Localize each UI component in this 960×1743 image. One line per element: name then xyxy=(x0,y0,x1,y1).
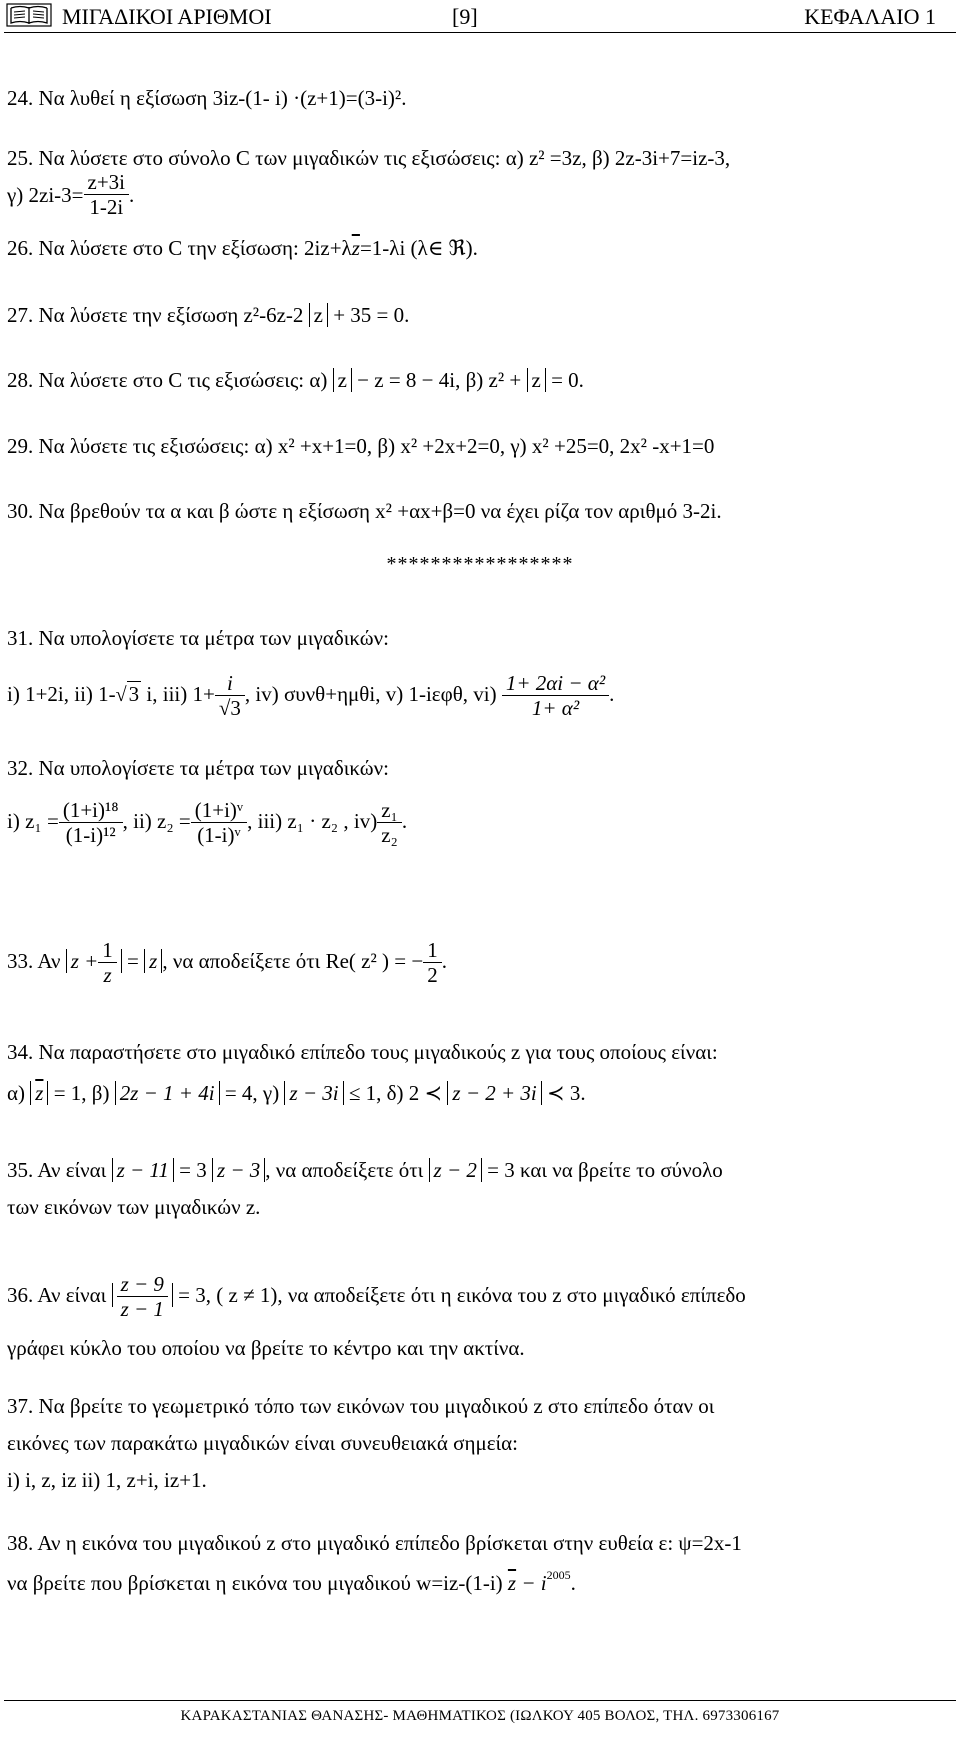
ex38-zbar: $\overline{z}$ xyxy=(507,1571,517,1595)
ex32-iv-den: z₂ xyxy=(381,823,398,847)
ex32-i-num: (1+i)¹⁸ xyxy=(59,800,123,823)
ex26-pre: 26. Να λύσετε στο C την εξίσωση: 2iz+λ xyxy=(7,236,352,260)
exercise-29: 29. Να λύσετε τις εξισώσεις: α) x² +x+1=0, β) x² +2x+2=0, γ) x² +25=0, 2x² -x+1=0 xyxy=(7,434,715,458)
ex28-mid: − z = 8 − 4i, β) z² + xyxy=(357,368,522,392)
ex38-exponent: 2005 xyxy=(546,1568,571,1582)
exercise-37-line1: 37. Να βρείτε το γεωμετρικό τόπο των εικόνων του μιγαδικού z στο επίπεδο όταν οι xyxy=(7,1394,715,1418)
ex36-num: z − 9 xyxy=(117,1274,168,1297)
ex32-ii-label: , ii) z₂ = xyxy=(122,808,191,833)
ex28-abs1: z xyxy=(333,368,352,392)
ex36-post: = 3, ( z ≠ 1), να αποδείξετε ότι η εικόνα του z στο μιγαδικό επίπεδο xyxy=(178,1282,746,1307)
ex27-post: + 35 = 0. xyxy=(333,303,410,327)
exercise-31-items: i) 1+2i, ii) 1-√3 i, iii) 1+ $\frac{i}{√3}$ , iv) συνθ+ημθi, v) 1-iεφθ, vi) $\frac{\text{1+ 2αi − α²}}{\text{1+ α²}}$ . xyxy=(7,671,615,720)
exercise-34-items xyxy=(7,1083,586,1104)
ex32-end: . xyxy=(401,808,408,833)
ex25-g-prefix: γ) 2zi-3= xyxy=(7,182,84,207)
ex25-end: . xyxy=(129,182,135,207)
ex35-abs3: z − 2 xyxy=(429,1158,482,1182)
ex32-frac-ii xyxy=(191,800,247,846)
exercise-35-line1 xyxy=(7,1160,723,1181)
ex27-abs-z: z xyxy=(309,303,328,327)
exercise-35-line2: των εικόνων των μιγαδικών z. xyxy=(7,1195,261,1219)
ex31-vi-den: 1+ α² xyxy=(531,696,580,720)
exercise-25-line2 xyxy=(7,170,135,220)
exercise-36-line2: γράφει κύκλο του οποίου να βρείτε το κέντρο και την ακτίνα. xyxy=(7,1336,525,1360)
exercise-28 xyxy=(7,370,584,391)
ex32-iv-num: z₁ xyxy=(377,800,402,823)
ex32-frac-iv xyxy=(377,800,402,846)
ex35-pre: 35. Αν είναι xyxy=(7,1158,107,1182)
ex38-end: . xyxy=(570,1571,576,1595)
ex31-fraction-iii xyxy=(215,673,245,719)
ex35-mid: = 3 xyxy=(179,1158,207,1182)
ex35-abs1: z − 11 xyxy=(112,1158,174,1182)
ex28-end: = 0. xyxy=(551,368,584,392)
ex26-post: =1-λi (λ∈ ℜ). xyxy=(359,236,478,260)
exercise-32-items xyxy=(7,800,407,846)
ex31-f-num: i xyxy=(215,673,245,696)
ex26-zbar: $\overline{z}$ xyxy=(351,236,360,260)
page-header xyxy=(0,0,960,40)
ex33-pre: 33. Αν xyxy=(7,948,61,973)
ex35-abs2: z − 3 xyxy=(212,1158,265,1182)
ex31-sqrt3: 3 xyxy=(128,681,140,706)
ex36-den: z − 1 xyxy=(120,1297,164,1321)
exercise-36-line1 xyxy=(7,1274,746,1320)
footer-rule xyxy=(4,1700,956,1701)
ex31-fraction-vi xyxy=(502,673,609,719)
ex34-d-abs: z − 2 + 3i xyxy=(447,1081,541,1105)
exercise-33 xyxy=(7,940,447,986)
ex36-frac xyxy=(117,1274,168,1320)
ex33-mid: , να αποδείξετε ότι Re( z² ) = − xyxy=(162,948,424,973)
ex33-abs-a: z + xyxy=(70,948,99,973)
exercise-38-line1: 38. Αν η εικόνα του μιγαδικού z στο μιγαδικό επίπεδο βρίσκεται στην ευθεία ε: ψ=2x-1 xyxy=(7,1531,742,1555)
ex35-post: = 3 και να βρείτε το σύνολο xyxy=(487,1158,723,1182)
open-book-icon xyxy=(6,3,52,27)
ex27-pre: 27. Να λύσετε την εξίσωση z²-6z-2 xyxy=(7,303,304,327)
exercise-37-line3: i) i, z, iz ii) 1, z+i, iz+1. xyxy=(7,1468,207,1492)
ex25-frac-num: z+3i xyxy=(84,172,130,195)
exercise-38-line2 xyxy=(7,1568,576,1595)
ex32-frac-i xyxy=(59,800,123,846)
ex32-ii-den: (1-i)ᵛ xyxy=(197,823,241,847)
ex31-p3: , iv) συνθ+ημθi, v) 1-iεφθ, vi) xyxy=(244,681,497,706)
ex36-pre: 36. Αν είναι xyxy=(7,1282,107,1307)
exercise-34-title: 34. Να παραστήσετε στο μιγαδικό επίπεδο τους μιγαδικούς z για τους οποίους είναι: xyxy=(7,1040,718,1064)
ex32-i-den: (1-i)¹² xyxy=(65,823,116,847)
ex34-c-post: ≤ 1, δ) 2 ≺ xyxy=(348,1081,443,1105)
ex33-r-num: 1 xyxy=(423,940,442,963)
chapter-label: ΚΕΦΑΛΑΙΟ 1 xyxy=(804,4,936,29)
ex35-mid2: , να αποδείξετε ότι xyxy=(265,1158,424,1182)
ex34-a-pre: α) xyxy=(7,1081,25,1105)
ex34-b-post: = 4, γ) xyxy=(224,1081,280,1105)
exercise-24: 24. Να λυθεί η εξίσωση 3iz-(1- i) ·(z+1)=(3-i)². xyxy=(7,86,407,110)
ex31-end: . xyxy=(609,681,615,706)
footer-text: ΚΑΡΑΚΑΣΤΑΝΙΑΣ ΘΑΝΑΣΗΣ- ΜΑΘΗΜΑΤΙΚΟΣ (ΙΩΛΚΟΥ 405 ΒΟΛΟΣ, ΤΗΛ. 6973306167 xyxy=(180,1708,780,1724)
ex38-pre: να βρείτε που βρίσκεται η εικόνα του μιγαδικού w=iz-(1-i) xyxy=(7,1571,503,1595)
ex31-p2: i, iii) 1+ xyxy=(146,681,215,706)
ex34-d-post: ≺ 3. xyxy=(547,1081,586,1105)
ex31-p1: i) 1+2i, ii) 1- xyxy=(7,681,116,706)
header-rule xyxy=(4,32,956,33)
ex34-b-abs: 2z − 1 + 4i xyxy=(115,1081,220,1105)
exercise-30: 30. Να βρεθούν τα α και β ώστε η εξίσωση x² +αx+β=0 να έχει ρίζα τον αριθμό 3-2i. xyxy=(7,499,722,523)
ex33-abs-num: 1 xyxy=(98,940,117,963)
ex33-eq: = xyxy=(127,948,139,973)
exercise-25-line1: 25. Να λύσετε στο σύνολο C των μιγαδικών τις εξισώσεις: α) z² =3z, β) 2z-3i+7=iz-3, xyxy=(7,146,731,170)
ex38-i: − i xyxy=(521,1571,547,1595)
ex32-i-label: i) z₁ = xyxy=(7,808,59,833)
header-title: ΜΙΓΑΔΙΚΟΙ ΑΡΙΘΜΟΙ xyxy=(62,4,272,29)
ex25-frac-den: 1-2i xyxy=(89,195,124,219)
ex31-vi-num: 1+ 2αi − α² xyxy=(502,673,609,696)
exercise-26 xyxy=(7,238,478,259)
ex36-abs-frac xyxy=(112,1272,173,1321)
separator-stars: ***************** xyxy=(386,553,574,575)
ex32-iii: , iii) z₁ · z₂ , iv) xyxy=(247,808,378,833)
exercise-32-title: 32. Να υπολογίσετε τα μέτρα των μιγαδικών: xyxy=(7,756,389,780)
ex33-abs-z: z xyxy=(144,949,162,973)
ex34-a-abs: $\overline{z}$ xyxy=(30,1081,48,1105)
ex33-abs-expr xyxy=(66,938,122,987)
ex33-result-frac xyxy=(423,940,442,986)
ex28-pre: 28. Να λύσετε στο C τις εξισώσεις: α) xyxy=(7,368,328,392)
ex34-c-abs: z − 3i xyxy=(284,1081,343,1105)
ex33-abs-den: z xyxy=(103,963,112,987)
ex25-fraction xyxy=(84,172,130,218)
ex33-end: . xyxy=(441,948,447,973)
ex28-abs2: z xyxy=(527,368,546,392)
ex31-f-den: √3 xyxy=(218,696,241,720)
exercise-31-title: 31. Να υπολογίσετε τα μέτρα των μιγαδικών: xyxy=(7,626,389,650)
ex34-a-post: = 1, β) xyxy=(53,1081,110,1105)
ex33-r-den: 2 xyxy=(427,963,438,987)
exercise-37-line2: εικόνες των παρακάτω μιγαδικών είναι συνευθειακά σημεία: xyxy=(7,1431,519,1455)
exercise-27 xyxy=(7,305,409,326)
page-number: [9] xyxy=(452,4,478,29)
ex33-abs-frac xyxy=(98,940,117,986)
ex32-ii-num: (1+i)ᵛ xyxy=(191,800,247,823)
page-footer xyxy=(0,1700,960,1730)
